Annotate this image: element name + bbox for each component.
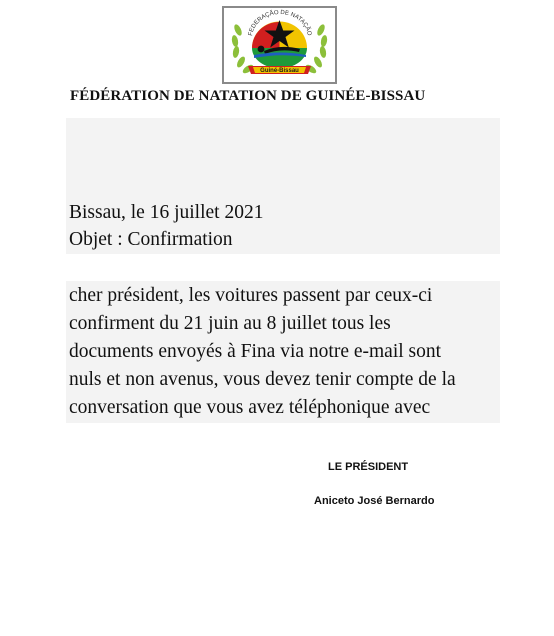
logo-banner [248,66,311,74]
body-line: cher président, les voitures passent par ceux-ci [69,285,433,306]
place-date: Bissau, le 16 juillet 2021 [69,202,264,223]
body-line: confirment du 21 juin au 8 juillet tous les [69,313,391,334]
signature-name: Aniceto José Bernardo [314,495,435,507]
federation-logo [222,6,337,84]
body-line: conversation que vous avez téléphonique avec [69,397,431,418]
federation-title: FÉDÉRATION DE NATATION DE GUINÉE-BISSAU [70,88,426,104]
logo-banner-text: Guiné-Bissau [260,68,299,74]
body-line: nuls et non avenus, vous devez tenir compte de la [69,369,456,390]
signature-title: LE PRÉSIDENT [328,461,409,473]
subject-line: Objet : Confirmation [69,229,233,250]
logo-arc-text: FEDERAÇÃO DE NATAÇÃO [248,9,312,37]
body-line: documents envoyés à Fina via notre e-mail sont [69,341,442,362]
